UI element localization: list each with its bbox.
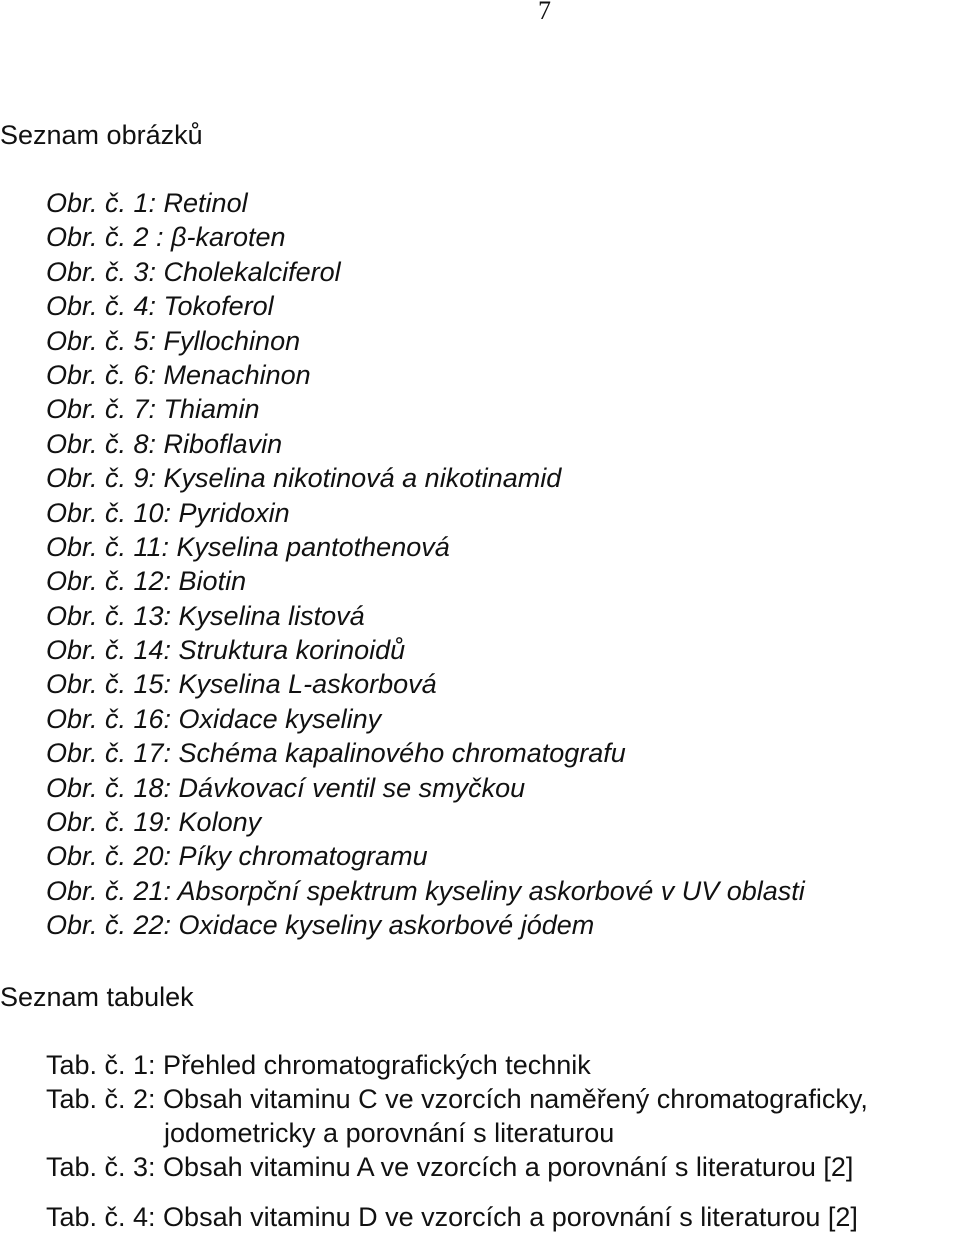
figure-entry: Obr. č. 4: Tokoferol bbox=[46, 291, 274, 322]
figure-entry: Obr. č. 2 : β-karoten bbox=[46, 222, 286, 253]
figure-entry: Obr. č. 12: Biotin bbox=[46, 566, 247, 597]
figure-entry: Obr. č. 16: Oxidace kyseliny bbox=[46, 703, 382, 734]
figure-entry: Obr. č. 19: Kolony bbox=[46, 807, 262, 838]
figure-entry: Obr. č. 15: Kyselina L-askorbová bbox=[46, 669, 437, 700]
figure-entry: Obr. č. 10: Pyridoxin bbox=[46, 497, 290, 528]
table-entry bbox=[46, 1082, 868, 1150]
table-entry-line: Tab. č. 2: Obsah vitaminu C ve vzorcích naměřený chromatograficky, bbox=[46, 1084, 868, 1114]
table-entry bbox=[46, 1048, 868, 1082]
figure-entry: Obr. č. 14: Struktura korinoidů bbox=[46, 635, 406, 666]
figure-entry: Obr. č. 11: Kyselina pantothenová bbox=[46, 531, 450, 562]
figure-entry: Obr. č. 6: Menachinon bbox=[46, 359, 311, 390]
table-entry-line: Tab. č. 4: Obsah vitaminu D ve vzorcích a porovnání s literaturou [2] bbox=[46, 1202, 858, 1232]
figure-entry: Obr. č. 5: Fyllochinon bbox=[46, 325, 301, 356]
figure-entry: Obr. č. 7: Thiamin bbox=[46, 394, 260, 425]
figure-entry: Obr. č. 8: Riboflavin bbox=[46, 428, 283, 459]
figure-entry: Obr. č. 21: Absorpční spektrum kyseliny askorbové v UV oblasti bbox=[46, 875, 805, 906]
page-number: 7 bbox=[538, 0, 551, 25]
figure-entry: Obr. č. 1: Retinol bbox=[46, 188, 248, 218]
figure-entry: Obr. č. 13: Kyselina listová bbox=[46, 600, 365, 631]
figure-entry: Obr. č. 9: Kyselina nikotinová a nikotinamid bbox=[46, 463, 562, 494]
figure-entry: Obr. č. 3: Cholekalciferol bbox=[46, 256, 341, 287]
list-of-tables bbox=[46, 1048, 868, 1234]
table-entry bbox=[46, 1150, 868, 1200]
table-entry bbox=[46, 1200, 868, 1234]
table-entry-line: Tab. č. 1: Přehled chromatografických technik bbox=[46, 1050, 591, 1080]
table-entry-line: Tab. č. 3: Obsah vitaminu A ve vzorcích a porovnání s literaturou [2] bbox=[46, 1152, 854, 1182]
figure-entry: Obr. č. 17: Schéma kapalinového chromatografu bbox=[46, 738, 626, 769]
list-of-tables-heading: Seznam tabulek bbox=[0, 982, 194, 1012]
list-of-figures-heading: Seznam obrázků bbox=[0, 120, 203, 150]
figure-entry: Obr. č. 18: Dávkovací ventil se smyčkou bbox=[46, 772, 526, 803]
figure-entry: Obr. č. 22: Oxidace kyseliny askorbové jódem bbox=[46, 910, 595, 941]
table-entry-continuation: jodometricky a porovnání s literaturou bbox=[164, 1118, 615, 1148]
list-of-figures bbox=[46, 187, 805, 944]
figure-entry: Obr. č. 20: Píky chromatogramu bbox=[46, 841, 428, 872]
